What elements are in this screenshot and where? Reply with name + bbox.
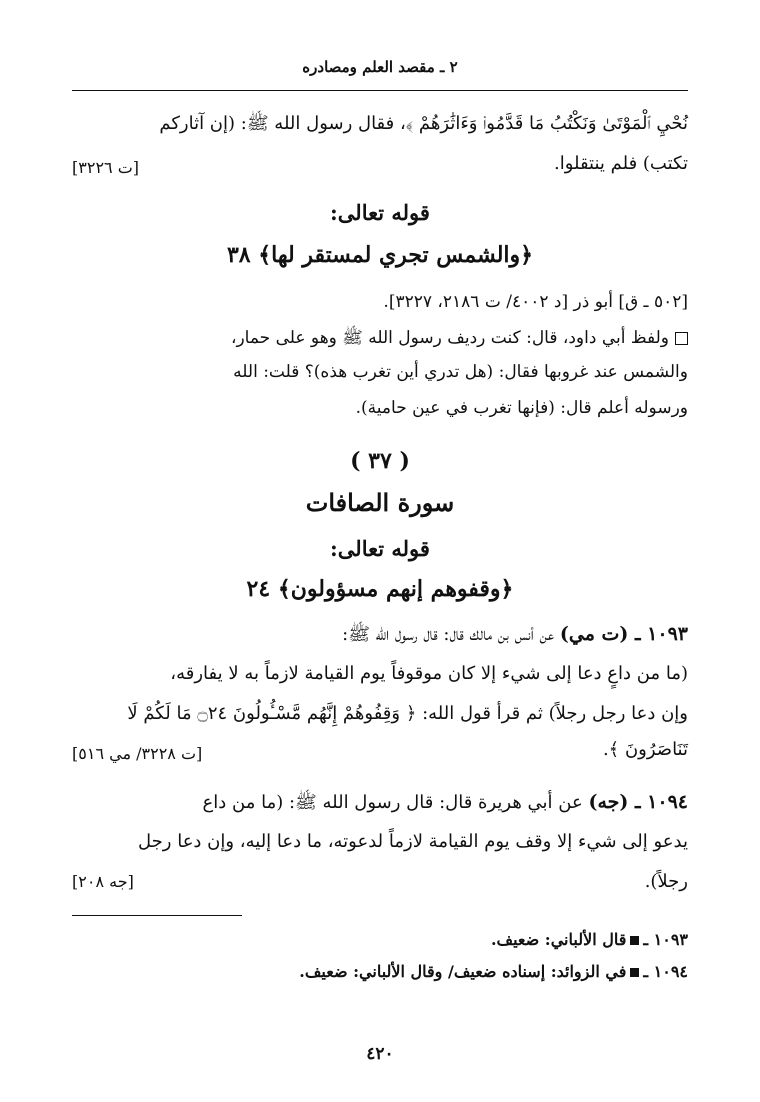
surah-number: ( ٣٧ )	[350, 448, 410, 474]
top-paragraph-line-1: نُحْيِ ٱلْمَوْتَىٰ وَنَكْتُبُ مَا قَدَّمُوا۟ وَءَاثَٰرَهُمْ ﴾، فقال رسول الله ﷺ: (إن آثاركم	[159, 113, 688, 134]
hadith-1093-number: ١٠٩٣ ـ (ت مي)	[559, 623, 688, 645]
hadith-1093-line-4: تَنَاصَرُونَ ﴾.	[602, 739, 688, 760]
footnote-1093: ١٠٩٣ ـقال الألباني: ضعيف.	[490, 930, 688, 949]
surah-verse-heading: ﴿وقفوهم إنهم مسؤولون﴾ ٢٤	[246, 576, 514, 602]
hadith-1094-ref: [جه ٢٠٨]	[72, 872, 134, 891]
top-paragraph-ref: [ت ٣٢٢٦]	[72, 158, 140, 177]
hadith-1093-line-3: وإن دعا رجل رجلاً) ثم قرأ قول الله: ﴿ وَقِفُوهُمْ إِنَّهُم مَّسْـُٔولُونَ ۝٢٤ مَا لَكُمْ لَا	[127, 703, 688, 724]
section1-verse-heading: ﴿والشمس تجري لمستقر لها﴾ ٣٨	[226, 242, 534, 268]
running-header: ٢ ـ مقصد العلم ومصادره	[302, 58, 458, 76]
hadith-1094-line-1: ١٠٩٤ ـ (جه) عن أبي هريرة قال: قال رسول الله ﷺ: (ما من داع	[202, 791, 688, 813]
footnote-1094: ١٠٩٤ ـفي الزوائد: إسناده ضعيف/ وقال الألباني: ضعيف.	[299, 962, 688, 981]
box-marker-icon	[675, 332, 688, 345]
surah-qawl-heading: قوله تعالى:	[330, 536, 430, 561]
top-paragraph-line-2: تكتب) فلم ينتقلوا.	[553, 153, 688, 174]
section1-qawl-heading: قوله تعالى:	[330, 200, 430, 225]
hadith-1093-line-2: (ما من داعٍ دعا إلى شيء إلا كان موقوفاً يوم القيامة لازماً به لا يفارقه،	[170, 663, 688, 684]
hadith-1093-ref: [ت ٣٢٢٨/ مي ٥١٦]	[72, 744, 203, 763]
book-page	[72, 0, 688, 1102]
square-bullet-icon	[630, 968, 639, 977]
section1-note-line-2: والشمس عند غروبها فقال: (هل تدري أين تغرب هذه)؟ قلت: الله	[233, 362, 688, 382]
section1-note-line-1: ولفظ أبي داود، قال: كنت رديف رسول الله ﷺ وهو على حمار،	[72, 320, 688, 356]
section1-hadith-ref: [٥٠٢ ـ ق] أبو ذر [د ٤٠٠٢/ ت ٢١٨٦، ٣٢٢٧].	[383, 292, 688, 312]
header-rule	[72, 90, 688, 91]
surah-name-heading: سورة الصافات	[305, 488, 455, 517]
square-bullet-icon	[630, 936, 639, 945]
hadith-1094-number: ١٠٩٤ ـ (جه)	[588, 791, 688, 813]
page-number: ٤٢٠	[366, 1044, 394, 1064]
section1-note-line-3: ورسوله أعلم قال: (فإنها تغرب في عين حامية).	[355, 398, 688, 418]
footnote-rule	[72, 915, 242, 916]
hadith-1094-line-3: رجلاً).	[644, 871, 688, 892]
hadith-1094-line-2: يدعو إلى شيء إلا وقف يوم القيامة لازماً لدعوته، ما دعا إليه، وإن دعا رجل	[138, 831, 688, 852]
hadith-1093-line-1: ١٠٩٣ ـ (ت مي) عن أنس بن مالك قال: قال رسول الله ﷺ:	[342, 623, 688, 645]
